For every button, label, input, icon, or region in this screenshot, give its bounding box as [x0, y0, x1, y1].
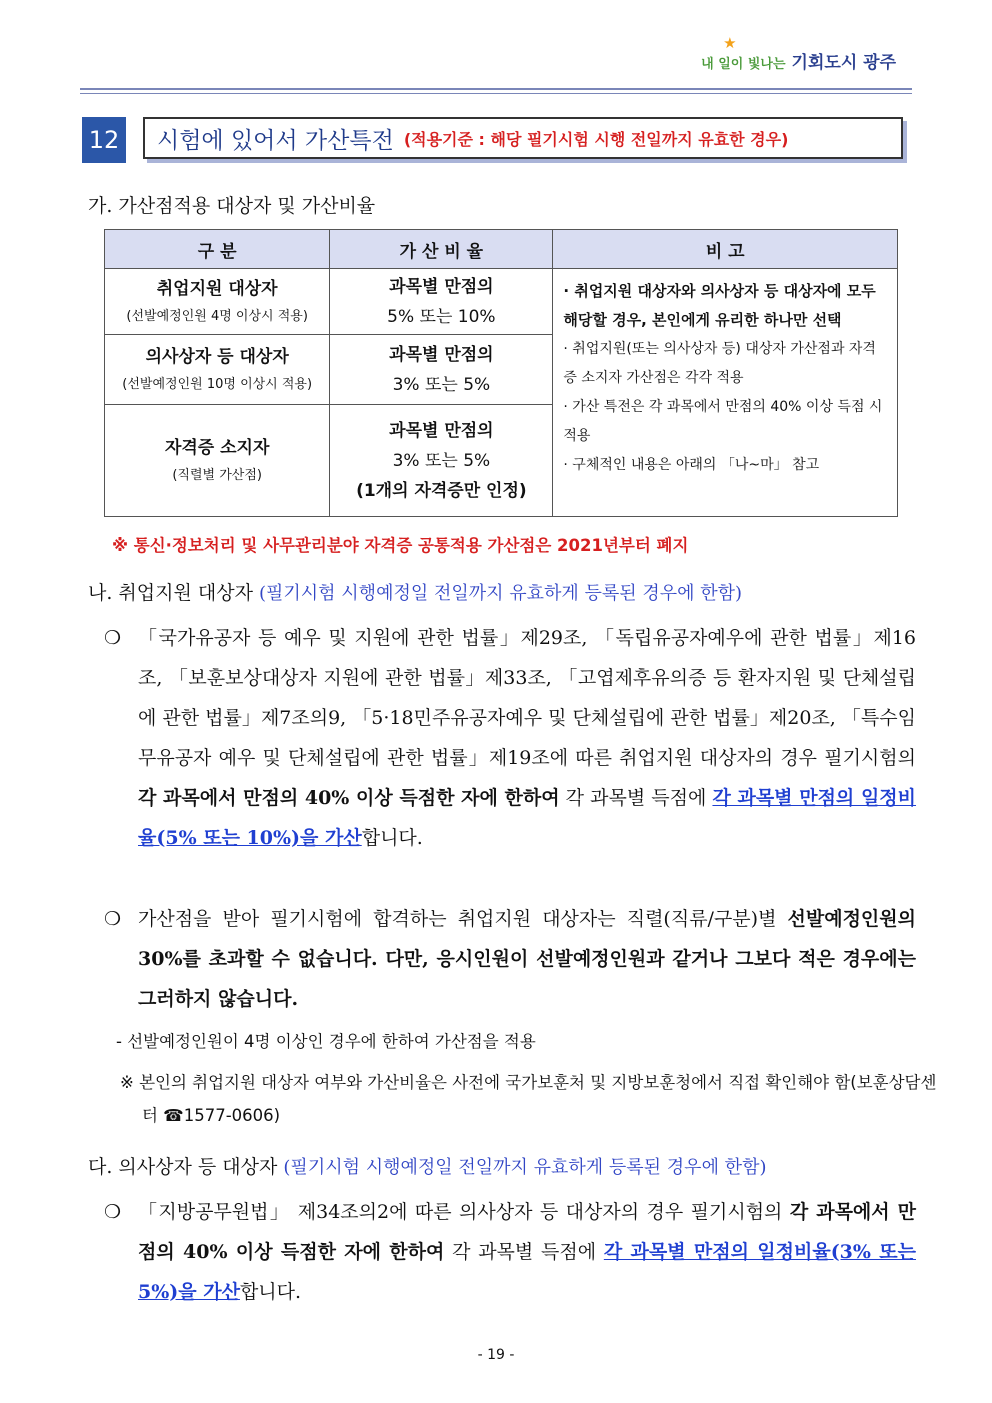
circle-bullet-icon: ❍ — [104, 1201, 122, 1223]
subheading-na-note: (필기시험 시행예정일 전일까지 유효하게 등록된 경우에 한함) — [259, 583, 743, 604]
target-condition: (직렬별 가산점) — [172, 467, 262, 483]
rate-line: 과목별 만점의 — [389, 276, 494, 297]
rate-line: 과목별 만점의 — [389, 420, 494, 441]
underlined-text: 각 과목별 만점의 일정비율(3% 또는 5%)을 가산 — [138, 1241, 916, 1303]
note-confirm: ※ 본인의 취업지원 대상자 여부와 가산비율은 사전에 국가보훈처 및 지방보훈청에서 직접 확인해야 함(보훈상담센터 ☎1577-0606) — [120, 1073, 937, 1125]
subheading-da — [88, 1152, 766, 1179]
paragraph-text — [138, 618, 916, 858]
bold-text: 선발예정인원의 30%를 초과할 수 없습니다. 다만, 응시인원이 선발예정인원과 같거나 그보다 적은 경우에는 그러하지 않습니다. — [138, 908, 916, 1010]
circle-bullet-icon: ❍ — [104, 908, 122, 930]
bold-text: 각 과목에서 만점의 40% 이상 득점한 자에 한하여 — [138, 1201, 917, 1263]
remark-item: · 구체적인 내용은 아래의 「나~마」 참고 — [563, 457, 820, 473]
paragraph-da-1 — [104, 1192, 916, 1312]
text-run: 「지방공무원법」 제34조의2에 따른 의사상자 등 대상자의 경우 필기시험의 — [138, 1201, 790, 1223]
table-cell — [105, 335, 330, 405]
note-min-count: - 선발예정인원이 4명 이상인 경우에 한하여 가산점을 적용 — [116, 1032, 536, 1051]
subheading-na-label: 나. 취업지원 대상자 — [88, 582, 253, 604]
target-condition: (선발예정인원 4명 이상시 적용) — [126, 308, 308, 324]
header-slogan: 내 일이 빛나는 — [701, 57, 786, 72]
target-name: 의사상자 등 대상자 — [145, 346, 289, 367]
subheading-da-label: 다. 의사상자 등 대상자 — [88, 1156, 278, 1178]
text-run: 가산점을 받아 필기시험에 합격하는 취업지원 대상자는 직렬(직류/구분)별 — [138, 908, 788, 930]
table-cell — [105, 405, 330, 517]
paragraph-text — [138, 899, 916, 1019]
target-name: 자격증 소지자 — [164, 437, 270, 458]
abolished-notice: ※ 통신·정보처리 및 사무관리분야 자격증 공통적용 가산점은 2021년부터 폐지 — [112, 536, 689, 555]
subheading-ga — [88, 191, 375, 218]
section-title: 시험에 있어서 가산특전 — [157, 127, 394, 154]
target-name: 취업지원 대상자 — [156, 278, 278, 299]
section-condition: (적용기준 : 해당 필기시험 시행 전일까지 유효한 경우) — [403, 129, 789, 149]
bold-text: 각 과목에서 만점의 40% 이상 득점한 자에 한하여 — [138, 787, 560, 809]
text-run: 합니다. — [361, 827, 423, 849]
table-cell — [330, 405, 553, 517]
header-logo — [701, 34, 896, 73]
remarks-cell — [553, 269, 898, 517]
rate-line: 3% 또는 5% — [392, 450, 491, 471]
subheading-ga-label: 가. 가산점적용 대상자 및 가산비율 — [88, 195, 376, 217]
bonus-rate-table — [104, 229, 898, 517]
header-divider-thin — [80, 93, 912, 94]
paragraph-text — [138, 1192, 916, 1312]
rate-line: 3% 또는 5% — [392, 374, 491, 395]
table-cell — [330, 269, 553, 335]
star-icon: ★ — [723, 34, 737, 52]
table-header: 가 산 비 율 — [330, 230, 553, 269]
underlined-text: 각 과목별 만점의 일정비율(5% 또는 10%)을 가산 — [138, 787, 917, 849]
table-cell — [105, 269, 330, 335]
header-brand: 기회도시 광주 — [791, 53, 896, 73]
section-title-box — [143, 117, 903, 159]
page-number: - 19 - — [477, 1347, 515, 1363]
table-header-row — [105, 230, 898, 269]
rate-line: 5% 또는 10% — [387, 306, 496, 327]
rate-line: 과목별 만점의 — [389, 344, 494, 365]
paragraph-na-2 — [104, 899, 916, 1019]
table-row — [105, 269, 898, 335]
table-header: 구 분 — [105, 230, 330, 269]
subheading-na — [88, 578, 742, 605]
subheading-da-note: (필기시험 시행예정일 전일까지 유효하게 등록된 경우에 한함) — [283, 1157, 767, 1178]
section-number: 12 — [82, 117, 126, 163]
paragraph-na-1 — [104, 618, 916, 858]
text-run: 합니다. — [239, 1281, 302, 1303]
remark-item: · 가산 특전은 각 과목에서 만점의 40% 이상 득점 시 적용 — [563, 399, 883, 444]
table-header: 비 고 — [553, 230, 898, 269]
table-cell — [330, 335, 553, 405]
header-divider — [80, 88, 912, 90]
remark-item: · 취업지원 대상자와 의사상자 등 대상자에 모두 해당할 경우, 본인에게 유리한 하나만 선택 — [563, 282, 876, 329]
text-run: 「국가유공자 등 예우 및 지원에 관한 법률」제29조, 「독립유공자예우에 관한 법률」제16조, 「보훈보상대상자 지원에 관한 법률」제33조, 「고엽제후유의증 등 환자지원 및 단체설립에 관한 법률」제7조의9, 「5·18민주유공자예우 및 단체설립에 관한 법률」제20조, 「특수임무유공자 예우 및 단체설립에 관한 법률」제19조에 따른 취업지원 대상자의 경우 필기시험의 — [138, 627, 916, 769]
rate-line: (1개의 자격증만 인정) — [356, 480, 527, 501]
text-run: 각 과목별 득점에 — [444, 1241, 604, 1263]
remark-item: · 취업지원(또는 의사상자 등) 대상자 가산점과 자격증 소지자 가산점은 각각 적용 — [563, 341, 876, 386]
circle-bullet-icon: ❍ — [104, 627, 122, 649]
text-run: 각 과목별 득점에 — [559, 787, 713, 809]
target-condition: (선발예정인원 10명 이상시 적용) — [122, 376, 313, 392]
